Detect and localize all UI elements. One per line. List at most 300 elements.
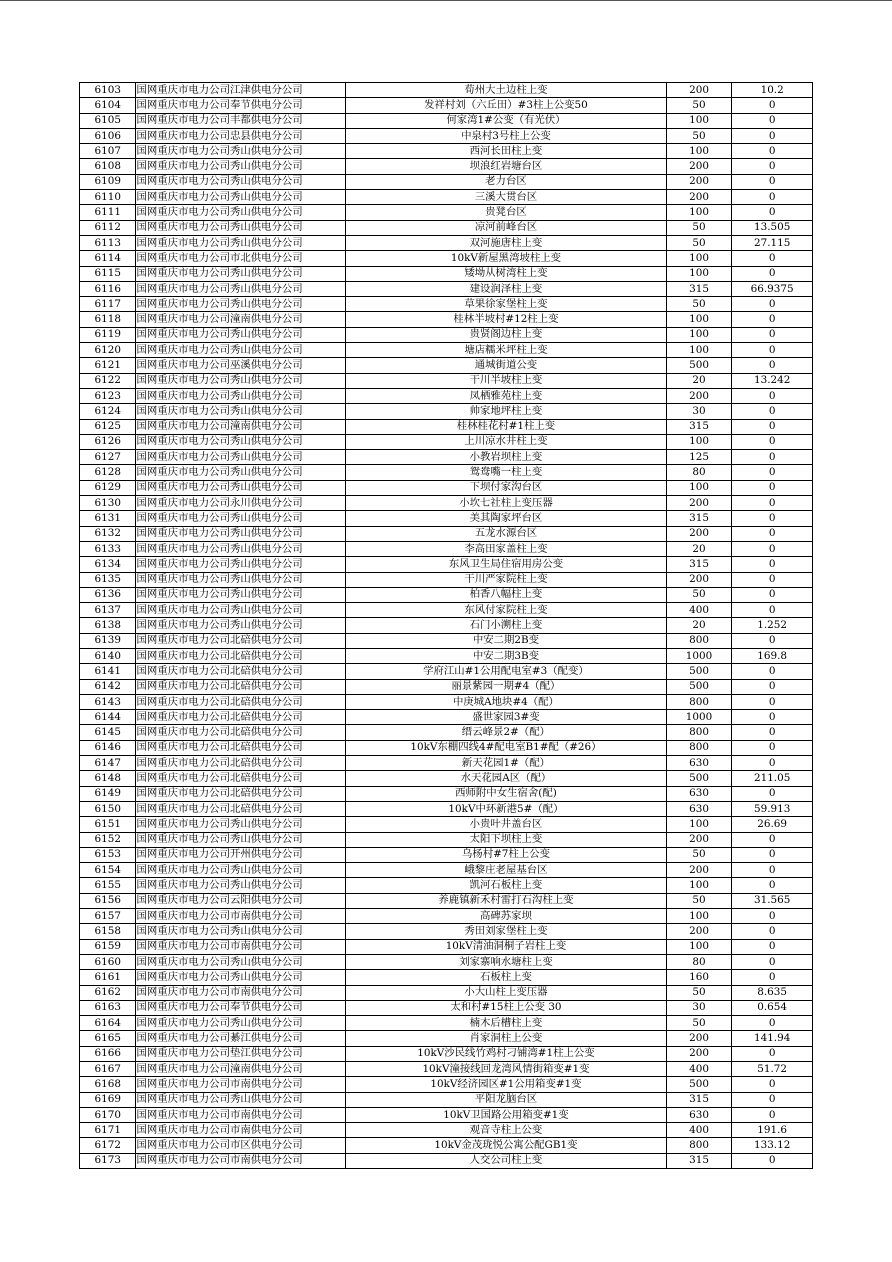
transformer-name-cell: 肖家洞柱上公变 <box>346 1031 667 1046</box>
company-cell: 国网重庆市电力公司秀山供电分公司 <box>136 618 346 633</box>
row-id-cell: 6158 <box>80 924 136 939</box>
table-row <box>80 388 813 403</box>
transformer-name-cell: 10kV东棚四线4#配电室B1#配（#26） <box>346 740 667 755</box>
row-id-cell: 6151 <box>80 817 136 832</box>
value-cell: 0 <box>732 174 813 189</box>
value-cell: 0 <box>732 954 813 969</box>
company-cell: 国网重庆市电力公司市南供电分公司 <box>136 939 346 954</box>
company-cell: 国网重庆市电力公司北碚供电分公司 <box>136 786 346 801</box>
capacity-cell: 200 <box>666 496 732 511</box>
row-id-cell: 6107 <box>80 144 136 159</box>
capacity-cell: 100 <box>666 266 732 281</box>
transformer-name-cell: 干川严家院柱上变 <box>346 572 667 587</box>
value-cell: 0 <box>732 832 813 847</box>
company-cell: 国网重庆市电力公司秀山供电分公司 <box>136 266 346 281</box>
company-cell: 国网重庆市电力公司秀山供电分公司 <box>136 220 346 235</box>
table-row <box>80 924 813 939</box>
value-cell: 0.654 <box>732 1000 813 1015</box>
table-row <box>80 1000 813 1015</box>
capacity-cell: 50 <box>666 98 732 113</box>
company-cell: 国网重庆市电力公司北碚供电分公司 <box>136 725 346 740</box>
company-cell: 国网重庆市电力公司秀山供电分公司 <box>136 404 346 419</box>
page-top-border <box>0 0 892 1</box>
value-cell: 0 <box>732 1153 813 1168</box>
value-cell: 0 <box>732 1016 813 1031</box>
row-id-cell: 6130 <box>80 496 136 511</box>
transformer-name-cell: 刘家寨响水塘柱上变 <box>346 954 667 969</box>
company-cell: 国网重庆市电力公司秀山供电分公司 <box>136 174 346 189</box>
company-cell: 国网重庆市电力公司潼南供电分公司 <box>136 1062 346 1077</box>
table-row <box>80 113 813 128</box>
capacity-cell: 100 <box>666 251 732 266</box>
value-cell: 27.115 <box>732 235 813 250</box>
company-cell: 国网重庆市电力公司北碚供电分公司 <box>136 710 346 725</box>
company-cell: 国网重庆市电力公司秀山供电分公司 <box>136 190 346 205</box>
capacity-cell: 200 <box>666 1046 732 1061</box>
table-row <box>80 771 813 786</box>
table-row <box>80 893 813 908</box>
company-cell: 国网重庆市电力公司垫江供电分公司 <box>136 1046 346 1061</box>
company-cell: 国网重庆市电力公司秀山供电分公司 <box>136 388 346 403</box>
capacity-cell: 100 <box>666 327 732 342</box>
table-row <box>80 541 813 556</box>
value-cell: 0 <box>732 939 813 954</box>
capacity-cell: 100 <box>666 909 732 924</box>
row-id-cell: 6105 <box>80 113 136 128</box>
company-cell: 国网重庆市电力公司秀山供电分公司 <box>136 144 346 159</box>
row-id-cell: 6118 <box>80 312 136 327</box>
value-cell: 10.2 <box>732 83 813 98</box>
table-row <box>80 801 813 816</box>
row-id-cell: 6157 <box>80 909 136 924</box>
company-cell: 国网重庆市电力公司北碚供电分公司 <box>136 679 346 694</box>
capacity-cell: 315 <box>666 1092 732 1107</box>
table-row <box>80 863 813 878</box>
company-cell: 国网重庆市电力公司秀山供电分公司 <box>136 235 346 250</box>
capacity-cell: 400 <box>666 1123 732 1138</box>
transformer-name-cell: 下坝付家沟台区 <box>346 480 667 495</box>
value-cell: 0 <box>732 526 813 541</box>
transformer-name-cell: 10kV中环新港5#（配） <box>346 801 667 816</box>
transformer-name-cell: 中安二期3B变 <box>346 648 667 663</box>
company-cell: 国网重庆市电力公司秀山供电分公司 <box>136 572 346 587</box>
row-id-cell: 6159 <box>80 939 136 954</box>
transformer-name-cell: 凤栖雅苑柱上变 <box>346 388 667 403</box>
transformer-name-cell: 中庚城A地块#4（配） <box>346 694 667 709</box>
table-row <box>80 297 813 312</box>
transformer-name-cell: 矮坳从树湾柱上变 <box>346 266 667 281</box>
row-id-cell: 6133 <box>80 541 136 556</box>
table-row <box>80 373 813 388</box>
company-cell: 国网重庆市电力公司秀山供电分公司 <box>136 832 346 847</box>
transformer-name-cell: 建设润泽柱上变 <box>346 281 667 296</box>
company-cell: 国网重庆市电力公司市南供电分公司 <box>136 1077 346 1092</box>
table-row <box>80 572 813 587</box>
capacity-cell: 1000 <box>666 710 732 725</box>
row-id-cell: 6128 <box>80 465 136 480</box>
row-id-cell: 6166 <box>80 1046 136 1061</box>
value-cell: 13.242 <box>732 373 813 388</box>
company-cell: 国网重庆市电力公司秀山供电分公司 <box>136 878 346 893</box>
transformer-name-cell: 缙云峰景2#（配） <box>346 725 667 740</box>
table-row <box>80 159 813 174</box>
capacity-cell: 100 <box>666 939 732 954</box>
capacity-cell: 200 <box>666 159 732 174</box>
table-row <box>80 1062 813 1077</box>
table-row <box>80 266 813 281</box>
value-cell: 0 <box>732 970 813 985</box>
table-row <box>80 205 813 220</box>
table-row <box>80 878 813 893</box>
transformer-name-cell: 10kV新屋黑湾坡柱上变 <box>346 251 667 266</box>
company-cell: 国网重庆市电力公司秀山供电分公司 <box>136 954 346 969</box>
value-cell: 59.913 <box>732 801 813 816</box>
company-cell: 国网重庆市电力公司丰都供电分公司 <box>136 113 346 128</box>
transformer-name-cell: 峨黎庄老屋基台区 <box>346 863 667 878</box>
capacity-cell: 20 <box>666 618 732 633</box>
capacity-cell: 20 <box>666 541 732 556</box>
table-row <box>80 358 813 373</box>
transformer-name-cell: 上川凉水井柱上变 <box>346 434 667 449</box>
capacity-cell: 800 <box>666 740 732 755</box>
capacity-cell: 160 <box>666 970 732 985</box>
company-cell: 国网重庆市电力公司市区供电分公司 <box>136 1138 346 1153</box>
value-cell: 0 <box>732 1107 813 1122</box>
value-cell: 0 <box>732 327 813 342</box>
value-cell: 0 <box>732 1092 813 1107</box>
row-id-cell: 6119 <box>80 327 136 342</box>
transformer-name-cell: 10kV潼接线回龙湾风情街箱变#1变 <box>346 1062 667 1077</box>
value-cell: 0 <box>732 450 813 465</box>
value-cell: 0 <box>732 572 813 587</box>
capacity-cell: 100 <box>666 343 732 358</box>
row-id-cell: 6146 <box>80 740 136 755</box>
table-row <box>80 603 813 618</box>
table-row <box>80 909 813 924</box>
company-cell: 国网重庆市电力公司秀山供电分公司 <box>136 603 346 618</box>
table-row <box>80 847 813 862</box>
capacity-cell: 200 <box>666 388 732 403</box>
table-row <box>80 511 813 526</box>
row-id-cell: 6170 <box>80 1107 136 1122</box>
capacity-cell: 630 <box>666 786 732 801</box>
table-row <box>80 1031 813 1046</box>
transformer-name-cell: 乌杨村#7柱上公变 <box>346 847 667 862</box>
value-cell: 0 <box>732 541 813 556</box>
transformer-data-table <box>79 82 813 1169</box>
capacity-cell: 50 <box>666 847 732 862</box>
transformer-name-cell: 贵贤阁边柱上变 <box>346 327 667 342</box>
row-id-cell: 6147 <box>80 756 136 771</box>
company-cell: 国网重庆市电力公司北碚供电分公司 <box>136 740 346 755</box>
capacity-cell: 100 <box>666 480 732 495</box>
transformer-name-cell: 西河长田柱上变 <box>346 144 667 159</box>
row-id-cell: 6152 <box>80 832 136 847</box>
transformer-name-cell: 发祥村刘（六丘田）#3柱上公变50 <box>346 98 667 113</box>
table-row <box>80 694 813 709</box>
capacity-cell: 200 <box>666 1031 732 1046</box>
value-cell: 0 <box>732 786 813 801</box>
company-cell: 国网重庆市电力公司市南供电分公司 <box>136 1107 346 1122</box>
value-cell: 0 <box>732 434 813 449</box>
transformer-name-cell: 草果徐家堡柱上变 <box>346 297 667 312</box>
transformer-name-cell: 三溪大贯台区 <box>346 190 667 205</box>
table-row <box>80 1123 813 1138</box>
row-id-cell: 6141 <box>80 664 136 679</box>
row-id-cell: 6169 <box>80 1092 136 1107</box>
row-id-cell: 6120 <box>80 343 136 358</box>
capacity-cell: 200 <box>666 174 732 189</box>
capacity-cell: 200 <box>666 83 732 98</box>
value-cell: 0 <box>732 603 813 618</box>
value-cell: 0 <box>732 909 813 924</box>
value-cell: 0 <box>732 924 813 939</box>
value-cell: 0 <box>732 358 813 373</box>
row-id-cell: 6172 <box>80 1138 136 1153</box>
capacity-cell: 500 <box>666 664 732 679</box>
table-row <box>80 664 813 679</box>
table-row <box>80 587 813 602</box>
company-cell: 国网重庆市电力公司秀山供电分公司 <box>136 587 346 602</box>
capacity-cell: 630 <box>666 756 732 771</box>
row-id-cell: 6171 <box>80 1123 136 1138</box>
row-id-cell: 6114 <box>80 251 136 266</box>
row-id-cell: 6103 <box>80 83 136 98</box>
transformer-name-cell: 坝浪红岩塘台区 <box>346 159 667 174</box>
table-row <box>80 710 813 725</box>
capacity-cell: 50 <box>666 235 732 250</box>
transformer-name-cell: 水天花园A区（配） <box>346 771 667 786</box>
row-id-cell: 6167 <box>80 1062 136 1077</box>
company-cell: 国网重庆市电力公司秀山供电分公司 <box>136 924 346 939</box>
capacity-cell: 50 <box>666 893 732 908</box>
table-row <box>80 648 813 663</box>
capacity-cell: 200 <box>666 863 732 878</box>
row-id-cell: 6104 <box>80 98 136 113</box>
transformer-name-cell: 东风付家院柱上变 <box>346 603 667 618</box>
row-id-cell: 6142 <box>80 679 136 694</box>
value-cell: 0 <box>732 679 813 694</box>
capacity-cell: 100 <box>666 878 732 893</box>
company-cell: 国网重庆市电力公司市南供电分公司 <box>136 1123 346 1138</box>
transformer-name-cell: 柏香八幅柱上变 <box>346 587 667 602</box>
value-cell: 0 <box>732 144 813 159</box>
value-cell: 211.05 <box>732 771 813 786</box>
value-cell: 31.565 <box>732 893 813 908</box>
transformer-name-cell: 老力台区 <box>346 174 667 189</box>
company-cell: 国网重庆市电力公司秀山供电分公司 <box>136 817 346 832</box>
transformer-name-cell: 秀田刘家堡柱上变 <box>346 924 667 939</box>
row-id-cell: 6125 <box>80 419 136 434</box>
table-row <box>80 832 813 847</box>
table-row <box>80 985 813 1000</box>
table-row <box>80 1138 813 1153</box>
transformer-name-cell: 楠木后槽柱上变 <box>346 1016 667 1031</box>
capacity-cell: 800 <box>666 633 732 648</box>
company-cell: 国网重庆市电力公司秀山供电分公司 <box>136 526 346 541</box>
transformer-name-cell: 盛世家园3#变 <box>346 710 667 725</box>
table-row <box>80 327 813 342</box>
table-row <box>80 1016 813 1031</box>
value-cell: 0 <box>732 710 813 725</box>
row-id-cell: 6140 <box>80 648 136 663</box>
row-id-cell: 6168 <box>80 1077 136 1092</box>
company-cell: 国网重庆市电力公司市南供电分公司 <box>136 1153 346 1168</box>
company-cell: 国网重庆市电力公司潼南供电分公司 <box>136 312 346 327</box>
row-id-cell: 6135 <box>80 572 136 587</box>
capacity-cell: 315 <box>666 511 732 526</box>
table-row <box>80 190 813 205</box>
company-cell: 国网重庆市电力公司秀山供电分公司 <box>136 480 346 495</box>
capacity-cell: 200 <box>666 526 732 541</box>
transformer-name-cell: 五龙水源台区 <box>346 526 667 541</box>
value-cell: 133.12 <box>732 1138 813 1153</box>
value-cell: 141.94 <box>732 1031 813 1046</box>
value-cell: 0 <box>732 664 813 679</box>
transformer-name-cell: 李高田家盖柱上变 <box>346 541 667 556</box>
company-cell: 国网重庆市电力公司北碚供电分公司 <box>136 756 346 771</box>
capacity-cell: 630 <box>666 801 732 816</box>
table-row <box>80 450 813 465</box>
value-cell: 169.8 <box>732 648 813 663</box>
transformer-name-cell: 太阳下坝柱上变 <box>346 832 667 847</box>
table-row <box>80 480 813 495</box>
capacity-cell: 500 <box>666 358 732 373</box>
transformer-name-cell: 丽景紫园一期#4（配） <box>346 679 667 694</box>
table-row <box>80 128 813 143</box>
row-id-cell: 6116 <box>80 281 136 296</box>
transformer-name-cell: 石门小溯柱上变 <box>346 618 667 633</box>
company-cell: 国网重庆市电力公司秀山供电分公司 <box>136 465 346 480</box>
capacity-cell: 100 <box>666 312 732 327</box>
transformer-name-cell: 10kV清油洞桐子岩柱上变 <box>346 939 667 954</box>
company-cell: 国网重庆市电力公司奉节供电分公司 <box>136 98 346 113</box>
row-id-cell: 6156 <box>80 893 136 908</box>
company-cell: 国网重庆市电力公司永川供电分公司 <box>136 496 346 511</box>
value-cell: 26.69 <box>732 817 813 832</box>
capacity-cell: 50 <box>666 587 732 602</box>
table-row <box>80 220 813 235</box>
row-id-cell: 6127 <box>80 450 136 465</box>
value-cell: 0 <box>732 740 813 755</box>
company-cell: 国网重庆市电力公司北碚供电分公司 <box>136 664 346 679</box>
table-body <box>80 83 813 1169</box>
company-cell: 国网重庆市电力公司北碚供电分公司 <box>136 648 346 663</box>
row-id-cell: 6144 <box>80 710 136 725</box>
table-row <box>80 1153 813 1168</box>
company-cell: 国网重庆市电力公司云阳供电分公司 <box>136 893 346 908</box>
transformer-name-cell: 10kV经济园区#1公用箱变#1变 <box>346 1077 667 1092</box>
capacity-cell: 100 <box>666 113 732 128</box>
row-id-cell: 6161 <box>80 970 136 985</box>
capacity-cell: 400 <box>666 1062 732 1077</box>
capacity-cell: 30 <box>666 1000 732 1015</box>
capacity-cell: 315 <box>666 281 732 296</box>
capacity-cell: 200 <box>666 572 732 587</box>
row-id-cell: 6138 <box>80 618 136 633</box>
transformer-name-cell: 小大山柱上变压器 <box>346 985 667 1000</box>
capacity-cell: 80 <box>666 465 732 480</box>
capacity-cell: 315 <box>666 1153 732 1168</box>
capacity-cell: 315 <box>666 419 732 434</box>
transformer-name-cell: 通城街道公变 <box>346 358 667 373</box>
row-id-cell: 6154 <box>80 863 136 878</box>
capacity-cell: 1000 <box>666 648 732 663</box>
company-cell: 国网重庆市电力公司秀山供电分公司 <box>136 970 346 985</box>
company-cell: 国网重庆市电力公司秀山供电分公司 <box>136 327 346 342</box>
transformer-name-cell: 桂林半坡村#12柱上变 <box>346 312 667 327</box>
row-id-cell: 6122 <box>80 373 136 388</box>
company-cell: 国网重庆市电力公司秀山供电分公司 <box>136 343 346 358</box>
table-row <box>80 1107 813 1122</box>
row-id-cell: 6165 <box>80 1031 136 1046</box>
value-cell: 0 <box>732 266 813 281</box>
company-cell: 国网重庆市电力公司秀山供电分公司 <box>136 450 346 465</box>
transformer-name-cell: 10kV沙民线竹鸡村刁铺湾#1柱上公变 <box>346 1046 667 1061</box>
row-id-cell: 6106 <box>80 128 136 143</box>
table-row <box>80 281 813 296</box>
transformer-name-cell: 小贵叶井盖台区 <box>346 817 667 832</box>
transformer-name-cell: 观音寺柱上公变 <box>346 1123 667 1138</box>
capacity-cell: 30 <box>666 404 732 419</box>
transformer-name-cell: 人交公司柱上变 <box>346 1153 667 1168</box>
company-cell: 国网重庆市电力公司开州供电分公司 <box>136 847 346 862</box>
table-row <box>80 817 813 832</box>
transformer-name-cell: 贵凳台区 <box>346 205 667 220</box>
company-cell: 国网重庆市电力公司市北供电分公司 <box>136 251 346 266</box>
table-row <box>80 404 813 419</box>
transformer-name-cell: 平阳龙脑台区 <box>346 1092 667 1107</box>
table-row <box>80 235 813 250</box>
row-id-cell: 6123 <box>80 388 136 403</box>
row-id-cell: 6115 <box>80 266 136 281</box>
company-cell: 国网重庆市电力公司秀山供电分公司 <box>136 205 346 220</box>
value-cell: 0 <box>732 388 813 403</box>
company-cell: 国网重庆市电力公司秀山供电分公司 <box>136 511 346 526</box>
value-cell: 0 <box>732 1077 813 1092</box>
value-cell: 0 <box>732 343 813 358</box>
value-cell: 0 <box>732 297 813 312</box>
transformer-name-cell: 东风卫生局住宿用房公变 <box>346 557 667 572</box>
transformer-name-cell: 干川半坡柱上变 <box>346 373 667 388</box>
table-row <box>80 174 813 189</box>
value-cell: 0 <box>732 756 813 771</box>
table-row <box>80 251 813 266</box>
transformer-name-cell: 中泉村3号柱上公变 <box>346 128 667 143</box>
value-cell: 13.505 <box>732 220 813 235</box>
value-cell: 0 <box>732 205 813 220</box>
value-cell: 66.9375 <box>732 281 813 296</box>
row-id-cell: 6150 <box>80 801 136 816</box>
capacity-cell: 100 <box>666 205 732 220</box>
company-cell: 国网重庆市电力公司秀山供电分公司 <box>136 1016 346 1031</box>
transformer-name-cell: 新天花园1#（配） <box>346 756 667 771</box>
value-cell: 0 <box>732 190 813 205</box>
transformer-name-cell: 养鹿镇新禾村雷打石沟柱上变 <box>346 893 667 908</box>
row-id-cell: 6131 <box>80 511 136 526</box>
transformer-name-cell: 高碑苏家坝 <box>346 909 667 924</box>
capacity-cell: 50 <box>666 297 732 312</box>
table-row <box>80 419 813 434</box>
company-cell: 国网重庆市电力公司忠县供电分公司 <box>136 128 346 143</box>
transformer-name-cell: 何家湾1#公变（有光伏） <box>346 113 667 128</box>
table-row <box>80 679 813 694</box>
value-cell: 0 <box>732 725 813 740</box>
company-cell: 国网重庆市电力公司綦江供电分公司 <box>136 1031 346 1046</box>
table-row <box>80 144 813 159</box>
table-row <box>80 1077 813 1092</box>
capacity-cell: 100 <box>666 434 732 449</box>
